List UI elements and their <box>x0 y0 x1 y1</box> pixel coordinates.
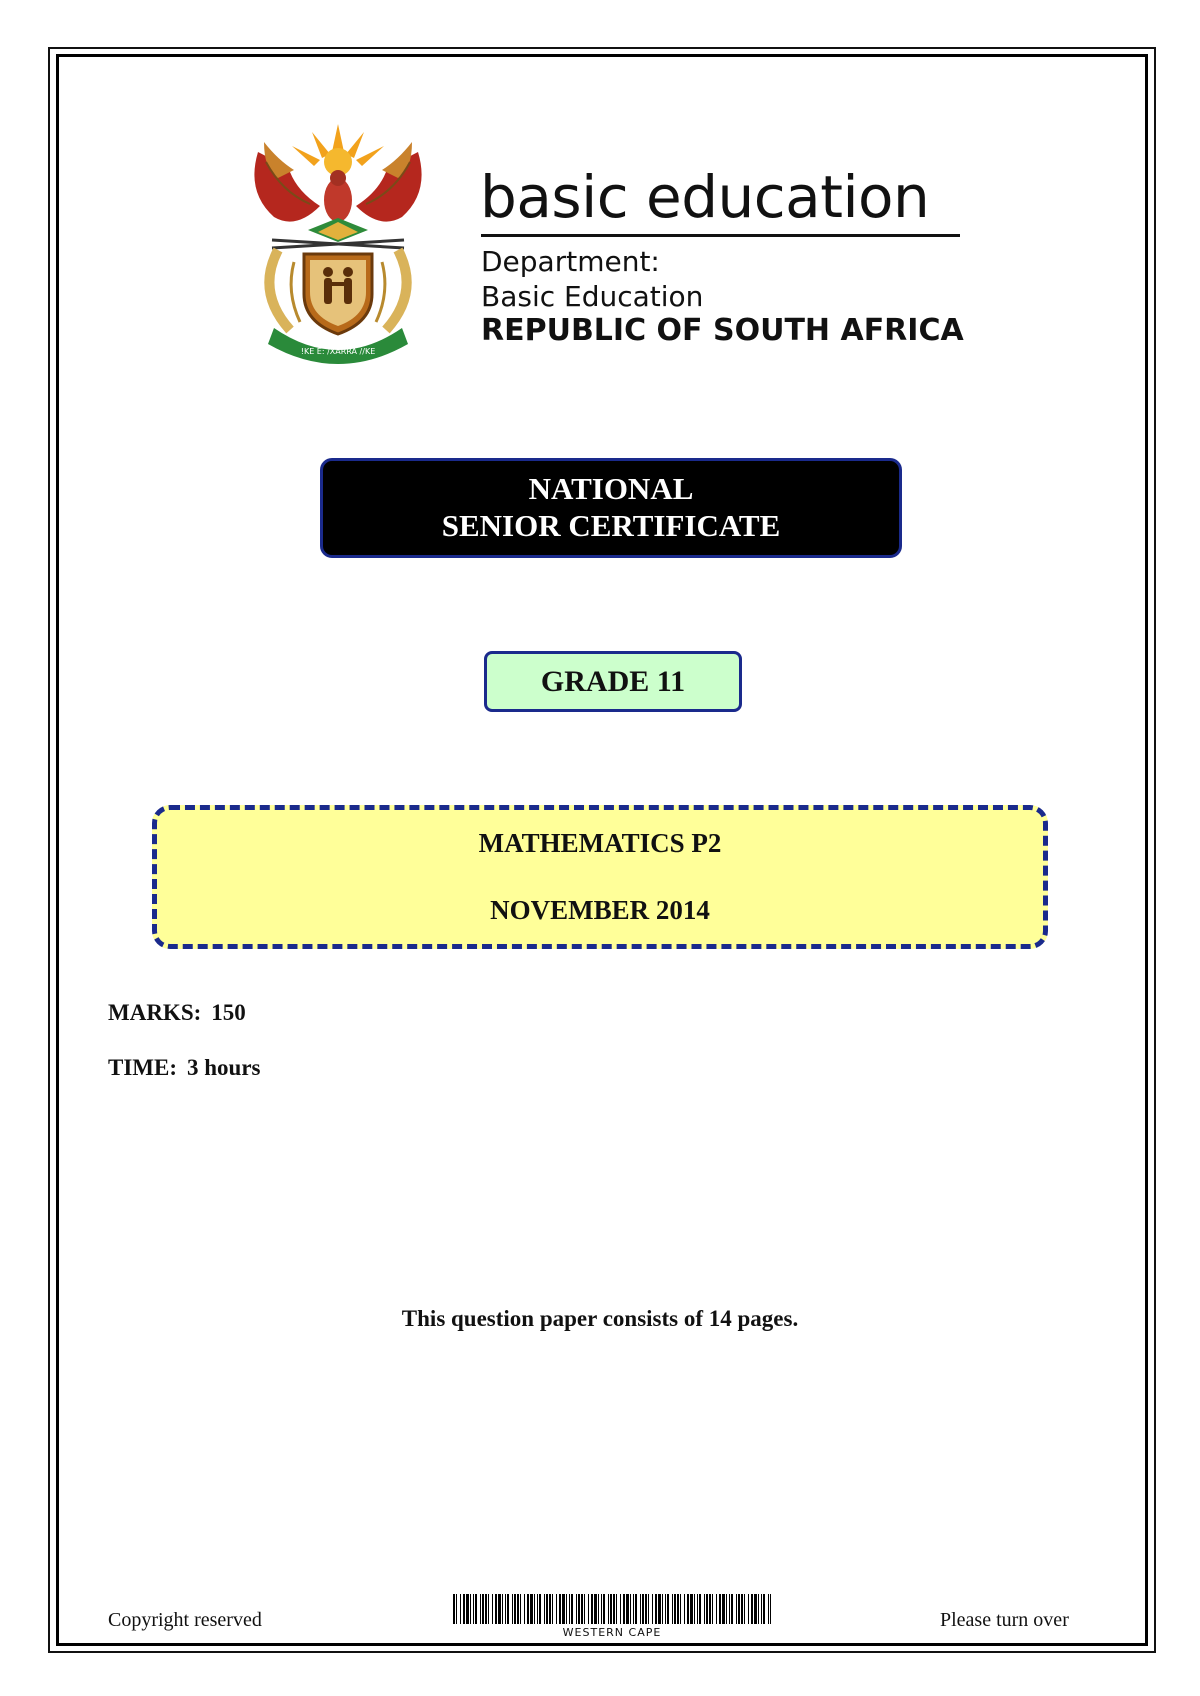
grade-badge <box>484 651 742 712</box>
copyright-text: Copyright reserved <box>108 1609 262 1631</box>
marks-line <box>108 1000 246 1026</box>
barcode-caption: WESTERN CAPE <box>562 1626 662 1639</box>
marks-value: 150 <box>211 1000 246 1025</box>
certificate-banner <box>320 458 902 558</box>
coat-of-arms-icon <box>238 122 438 367</box>
certificate-line-1: NATIONAL <box>528 471 694 507</box>
time-label: TIME: <box>108 1055 177 1080</box>
turn-over-text: Please turn over <box>940 1609 1069 1631</box>
brand-divider <box>481 234 960 237</box>
marks-label: MARKS: <box>108 1000 202 1025</box>
svg-text:!KE E: /XARRA //KE: !KE E: /XARRA //KE <box>300 347 376 356</box>
exam-date: NOVEMBER 2014 <box>490 895 710 925</box>
brand-title: basic education <box>480 163 930 231</box>
certificate-line-2: SENIOR CERTIFICATE <box>441 508 781 543</box>
page-count-note: This question paper consists of 14 pages. <box>401 1306 799 1331</box>
country-name: REPUBLIC OF SOUTH AFRICA <box>481 313 964 348</box>
time-value: 3 hours <box>187 1055 261 1080</box>
barcode-icon <box>453 1594 771 1630</box>
subject-title: MATHEMATICS P2 <box>478 828 722 858</box>
time-line <box>108 1055 261 1081</box>
subject-panel <box>152 805 1048 949</box>
department-label: Department: <box>481 245 660 278</box>
department-name: Basic Education <box>481 280 704 313</box>
grade-label: GRADE 11 <box>540 664 686 698</box>
